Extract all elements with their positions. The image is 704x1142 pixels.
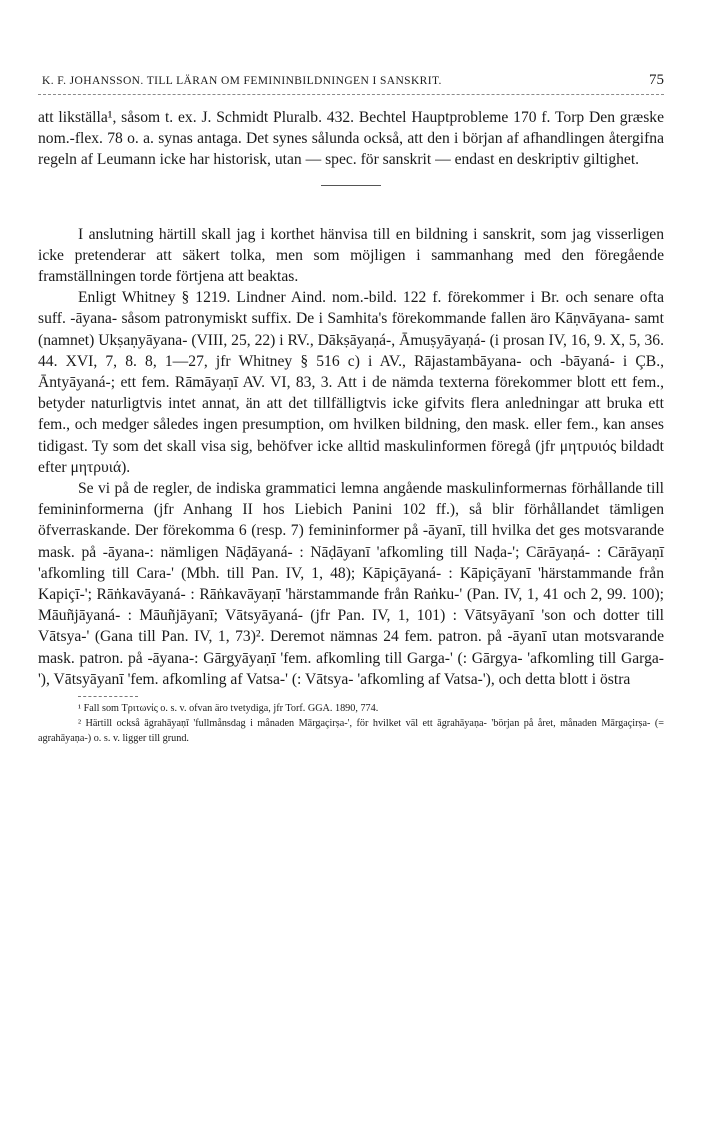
paragraph-2: I anslutning härtill skall jag i korthet hänvisa till en bildning i sanskrit, som jag visserligen icke pretenderar att säkert tolka, men som möjligen i sammanhang med den föregående framställningen torde förtjena att beaktas.	[38, 225, 664, 286]
header-rule	[38, 94, 664, 95]
footnote-rule	[78, 696, 138, 697]
footnote-1: ¹ Fall som Τριτωνίς o. s. v. ofvan äro tvetydiga, jfr Torf. GGA. 1890, 774.	[78, 703, 379, 715]
paragraph-1: att likställa¹, såsom t. ex. J. Schmidt Pluralb. 432. Bechtel Hauptprobleme 170 f. Torp Den græske nom.-flex. 78 o. a. synas antaga. Det synes sålunda också, att den i början af afhandlingen återgifna regeln af Leumann icke har historisk, utan — spec. för sanskrit — endast en deskriptiv giltighet.	[38, 109, 664, 169]
paragraph-4: Se vi på de regler, de indiska grammatici lemna angående maskulinformernas förhållande till femininformerna (jfr Anhang II hos Liebich Panini 102 ff.), så blir förhållandet tämligen öfverraskande. Der förekomma 6 (resp. 7) femininformer på -āyanī, till hvilka det ges motsvarande mask. på -āyana-: nämligen Nāḍāyaná- : Nāḍāyanī 'afkomling till Naḍa-'; Cārāyaṇá- : Cārāyaṇī 'afkomling till Cara-' (Mbh. till Pan. IV, 1, 48); Kāpiçāyaná- : Kāpiçāyanī 'härstammande från Kapiçī-'; Rāṅkavāyaná- : Rāṅkavāyaṇī 'härstammande från Raṅku-' (Pan. IV, 1, 41 och 2, 99. 100); Māuñjāyaná- : Māuñjāyanī; Vātsyāyaná- (jfr Pan. IV, 1, 101) : Vātsyāyanī 'son och dotter till Vātsya-' (Gana till Pan. IV, 1, 73)². Deremot nämnas 24 fem. patron. på -āyanī utan motsvarande mask. patron. på -āyana-: Gārgyāyaṇī 'fem. afkomling till Garga-' (: Gārgya- 'afkomling till Garga-'), Vātsyāyanī 'fem. afkomling af Vatsa-' (: Vātsya- 'afkomling af Vatsa-'), och detta blott i östra	[38, 480, 664, 688]
running-head	[38, 72, 664, 94]
page	[38, 72, 664, 746]
running-head-title: K. F. JOHANSSON. TILL LÄRAN OM FEMININBILDNINGEN I SANSKRIT.	[42, 75, 442, 87]
page-number: 75	[649, 72, 664, 88]
footnote-2: ² Härtill också āgrahāyaṇī 'fullmånsdag i månaden Mārgaçirṣa-', för hvilket väl ett āgrahāyaṇa- 'början på året, månaden Mārgaçirṣa- (= agrahāyaṇa-) o. s. v. ligger till grund.	[38, 718, 664, 745]
paragraph-3: Enligt Whitney § 1219. Lindner Aind. nom.-bild. 122 f. förekommer i Br. och senare ofta suff. -āyana- såsom patronymiskt suffix. De i Samhita's förekommande fallen äro Kāṇvāyana- samt (namnet) Ukṣaṇyāyana- (VIII, 25, 22) i RV., Dākṣāyaṇá-, Āmuṣyāyaṇá- (i prosan IV, 16, 9. X, 5, 36. 44. XVI, 7, 8. 8, 1—27, jfr Whitney § 516 c) i AV., Rājastambāyana- och -bāyaná- i ÇB., Āntyāyaná-; ett fem. Rāmāyaṇī AV. VI, 83, 3. Att i de nämda texterna förekommer blott ett fem., betyder naturligtvis intet annat, än att det tillfälligtvis icke gifvits flera anledningar att bruka ett fem., och medger således ingen presumption, om hvilken bildning, den mask. eller fem., kan anses tidigast. Ty som det skall visa sig, behöfver icke alltid maskulinformen föregå (jfr μητρυιός bildadt efter μητρυιά).	[38, 289, 664, 476]
section-separator	[321, 185, 381, 186]
